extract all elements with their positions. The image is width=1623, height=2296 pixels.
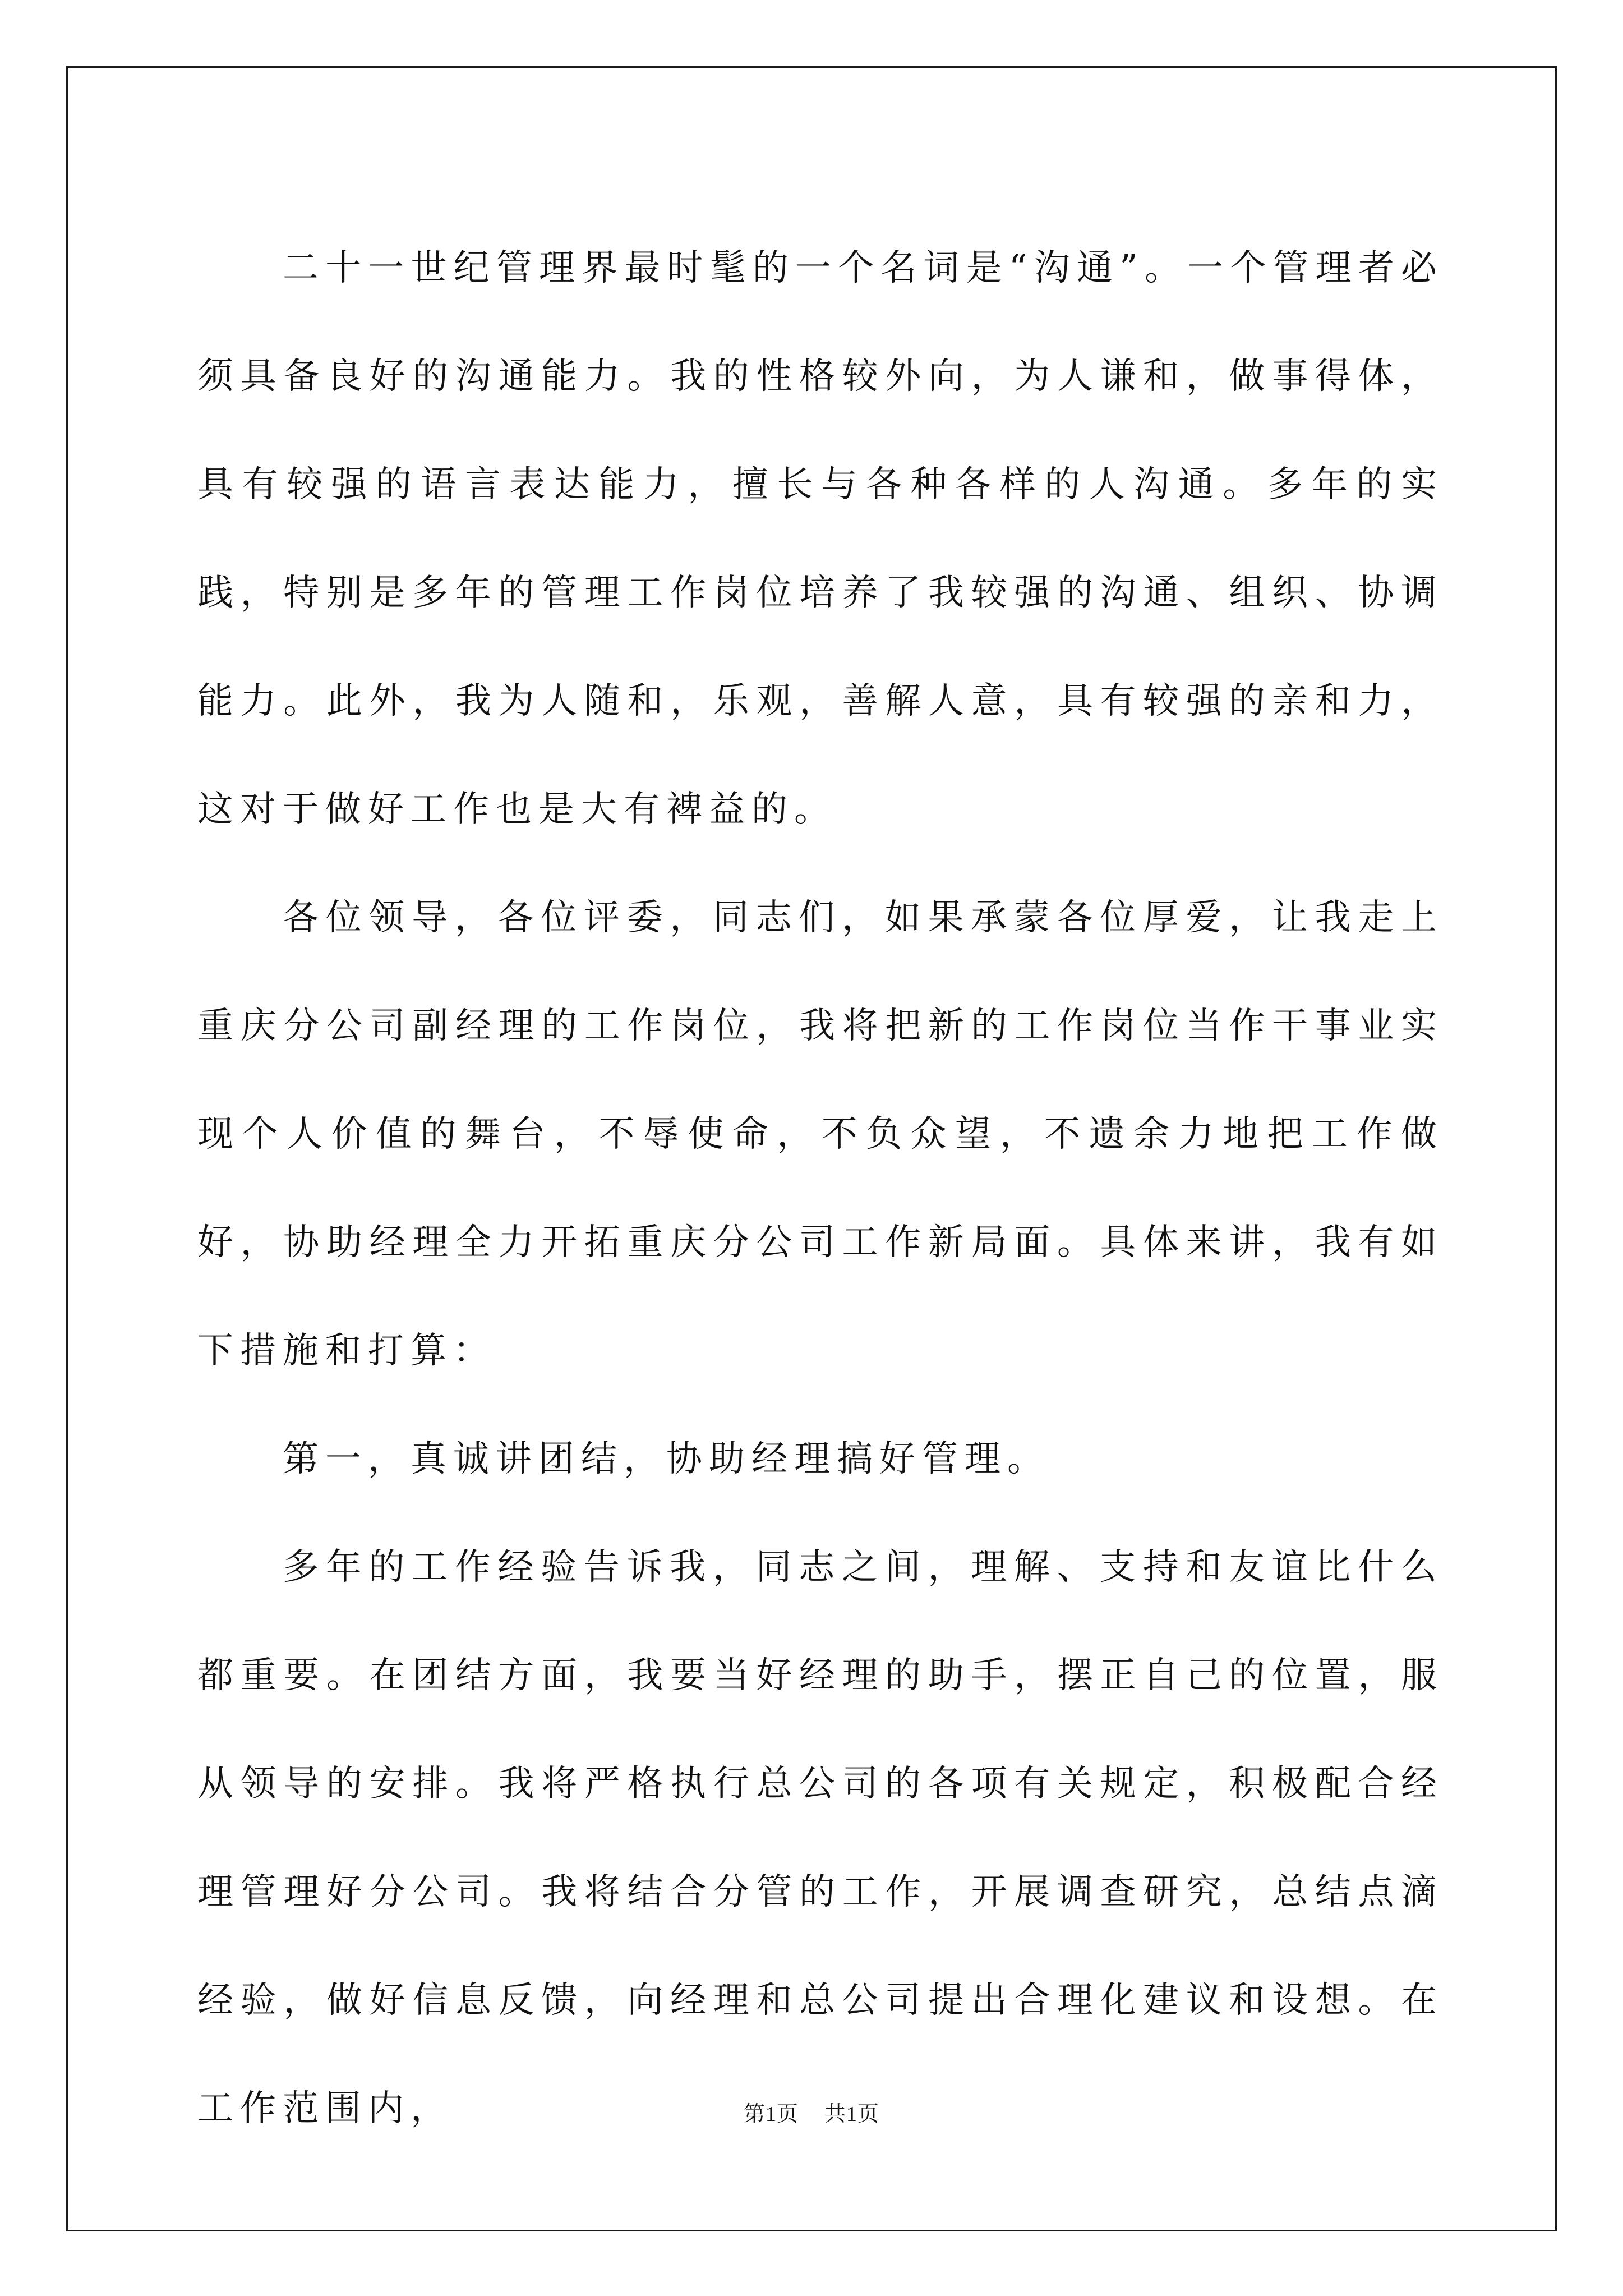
document-body (197, 214, 1444, 2163)
page-footer (0, 2096, 1623, 2127)
paragraph-commitment: 各位领导，各位评委，同志们，如果承蒙各位厚爱，让我走上重庆分公司副经理的工作岗位，我将把新的工作岗位当作干事业实现个人价值的舞台，不辱使命，不负众望，不遗余力地把工作做好，协助经理全力开拓重庆分公司工作新局面。具体来讲，我有如下措施和打算： (197, 897, 1444, 1372)
paragraph-teamwork: 多年的工作经验告诉我，同志之间，理解、支持和友谊比什么都重要。在团结方面，我要当好经理的助手，摆正自己的位置，服从领导的安排。我将严格执行总公司的各项有关规定，积极配合经理管理好分公司。我将结合分管的工作，开展调查研究，总结点滴经验，做好信息反馈，向经理和总公司提出合理化建议和设想。在工作范围内， (197, 1547, 1444, 2129)
page-total: 共1页 (824, 2102, 880, 2126)
page-number: 第1页 (743, 2102, 799, 2126)
paragraph-communication: 二十一世纪管理界最时髦的一个名词是“沟通”。一个管理者必须具备良好的沟通能力。我的性格较外向，为人谦和，做事得体，具有较强的语言表达能力，擅长与各种各样的人沟通。多年的实践，特别是多年的管理工作岗位培养了我较强的沟通、组织、协调能力。此外，我为人随和，乐观，善解人意，具有较强的亲和力，这对于做好工作也是大有裨益的。 (197, 247, 1444, 830)
paragraph-first-point: 第一，真诚讲团结，协助经理搞好管理。 (283, 1438, 1050, 1480)
